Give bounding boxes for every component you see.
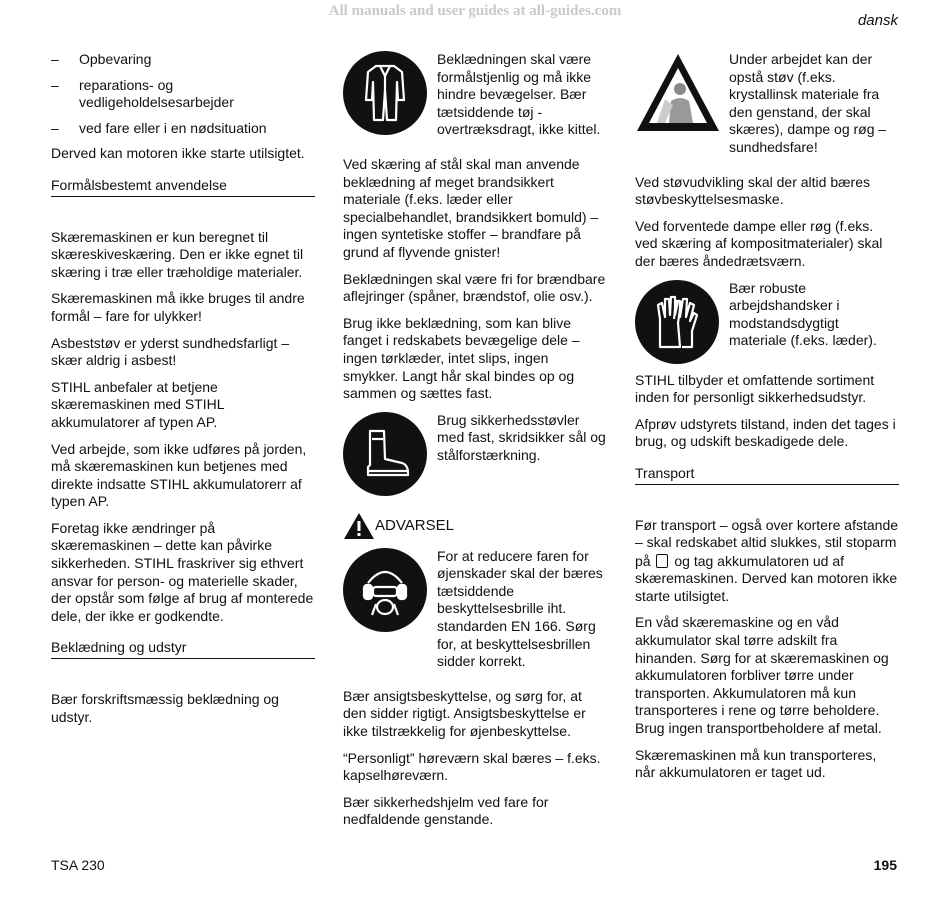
paragraph: “Personligt” høreværn skal bæres – f.eks. kapselhøreværn. bbox=[343, 749, 601, 784]
list-item: – ved fare eller i en nødsituation bbox=[51, 119, 267, 136]
suit-block: Beklædningen skal være formålstjenlig og må ikke hindre bevægelser. Bær tætsiddende tøj - overtræksdragt, ikke kittel. bbox=[343, 51, 606, 148]
paragraph: Bær ansigtsbeskyttelse, og sørg for, at den sidder rigtigt. Ansigtsbeskyttelse er ikke tilstrækkelig for øjenbeskyttelse. bbox=[343, 687, 586, 740]
paragraph: Ved forventede dampe eller røg (f.eks. ved skæring af kompositmaterialer) skal der bæres åndedrætsværn. bbox=[635, 217, 883, 269]
paragraph: Før transport – også over kortere afstande – skal redskabet altid slukkes, stil stoparm på og tag akkumulatoren ud af skæremaskinen. Derved kan motoren ikke starte utilsigtet. bbox=[635, 516, 899, 604]
column-2 bbox=[343, 51, 606, 838]
footer-model: TSA 230 bbox=[51, 857, 105, 873]
paragraph: Bær sikkerhedshjelm ved fare for nedfaldende genstande. bbox=[343, 793, 549, 828]
paragraph: Derved kan motoren ikke starte utilsigtet. bbox=[51, 145, 305, 162]
paragraph: Afprøv udstyrets tilstand, inden det tages i brug, og udskift beskadigede dele. bbox=[635, 415, 896, 450]
paragraph: Ved skæring af stål skal man anvende beklædning af meget brandsikkert materiale (f.eks. læder eller specialbehandlet, brandsikkert bomuld) – ingen syntetiske stoffer – brandfare på grund af flyvende gnister! bbox=[343, 155, 599, 260]
paragraph: STIHL tilbyder et omfattende sortiment inden for personligt sikkerhedsudstyr. bbox=[635, 371, 875, 406]
warning-label: ADVARSEL bbox=[343, 512, 606, 540]
list-item: – reparations- og vedligeholdelsesarbejder bbox=[51, 76, 234, 111]
list-item: – Opbevaring bbox=[51, 51, 152, 67]
paragraph: Asbeststøv er yderst sundhedsfarligt – skær aldrig i asbest! bbox=[51, 334, 290, 369]
paragraph: En våd skæremaskine og en våd akkumulator skal tørre adskilt fra hinanden. Sørg for at skæremaskinen og akkumulatoren forbliver tørre under transporten. Akkumulatoren må kun transporteres i rene og tørre beholdere. Brug ingen transportbeholdere af metal. bbox=[635, 614, 889, 737]
section-heading-use: Formålsbestemt anvendelse bbox=[51, 177, 315, 197]
column-1 bbox=[51, 51, 315, 735]
paragraph: Beklædningen skal være fri for brændbare aflejringer (spåner, brændstof, olie osv.). bbox=[343, 270, 606, 305]
language-label: dansk bbox=[857, 12, 898, 29]
suit-icon bbox=[343, 51, 427, 135]
gloves-block: Bær robuste arbejdshandsker i modstandsdygtigt materiale (f.eks. læder). bbox=[635, 280, 899, 364]
warning-triangle-icon bbox=[343, 512, 375, 540]
goggles-ear-protection-icon bbox=[343, 548, 427, 632]
boots-icon bbox=[343, 412, 427, 496]
gloves-icon bbox=[635, 280, 719, 364]
paragraph: Bær forskriftsmæssig beklædning og udstyr. bbox=[51, 691, 279, 725]
paragraph: Skæremaskinen må ikke bruges til andre formål – fare for ulykker! bbox=[51, 290, 305, 324]
paragraph: Ved arbejde, som ikke udføres på jorden, må skæremaskinen kun betjenes med direkte indsatte STIHL akkumulatorerr af typen AP. bbox=[51, 440, 307, 510]
paragraph: Skæremaskinen må kun transporteres, når akkumulatoren er taget ud. bbox=[635, 746, 877, 781]
paragraph: Skæremaskinen er kun beregnet til skæreskiveskæring. Den er ikke egnet til skæring i træ eller træholdige materialer. bbox=[51, 228, 304, 280]
paragraph: STIHL anbefaler at betjene skæremaskinen med STIHL akkumulatorer af typen AP. bbox=[51, 378, 224, 430]
paragraph: Ved støvudvikling skal der altid bæres støvbeskyttelsesmaske. bbox=[635, 173, 870, 208]
boots-block: Brug sikkerhedsstøvler med fast, skridsikker sål og stålforstærkning. bbox=[343, 412, 606, 496]
paragraph: Brug ikke beklædning, som kan blive fanget i redskabets bevægelige dele – ingen tørklæder, intet slips, ingen smykker. Langt hår skal bindes op og sammen og sættes fast. bbox=[343, 314, 580, 402]
dust-block: Under arbejdet kan der opstå støv (f.eks. krystallinsk materiale fra den genstand, der skal skæres), dampe og røg – sundhedsfare! bbox=[635, 51, 899, 166]
paragraph: Foretag ikke ændringer på skæremaskinen – dette kan påvirke sikkerheden. STIHL fraskriver sig ethvert ansvar for person- og materielle skader, der opstår som følge af brug af monterede dele, der ikke er godkendte. bbox=[51, 519, 314, 624]
watermark: All manuals and user guides at all-guides.com bbox=[328, 3, 622, 19]
section-heading-transport: Transport bbox=[635, 465, 899, 485]
dust-hazard-icon bbox=[635, 51, 721, 135]
lock-icon bbox=[656, 554, 668, 568]
goggles-block: For at reducere faren for øjenskader skal der bæres tætsiddende beskyttelsesbrille iht. standarden EN 166. Sørg for, at beskyttelsesbrillen sidder korrekt. bbox=[343, 548, 606, 680]
column-3 bbox=[635, 51, 899, 791]
page-number: 195 bbox=[873, 857, 897, 873]
section-heading-clothing: Beklædning og udstyr bbox=[51, 639, 315, 659]
